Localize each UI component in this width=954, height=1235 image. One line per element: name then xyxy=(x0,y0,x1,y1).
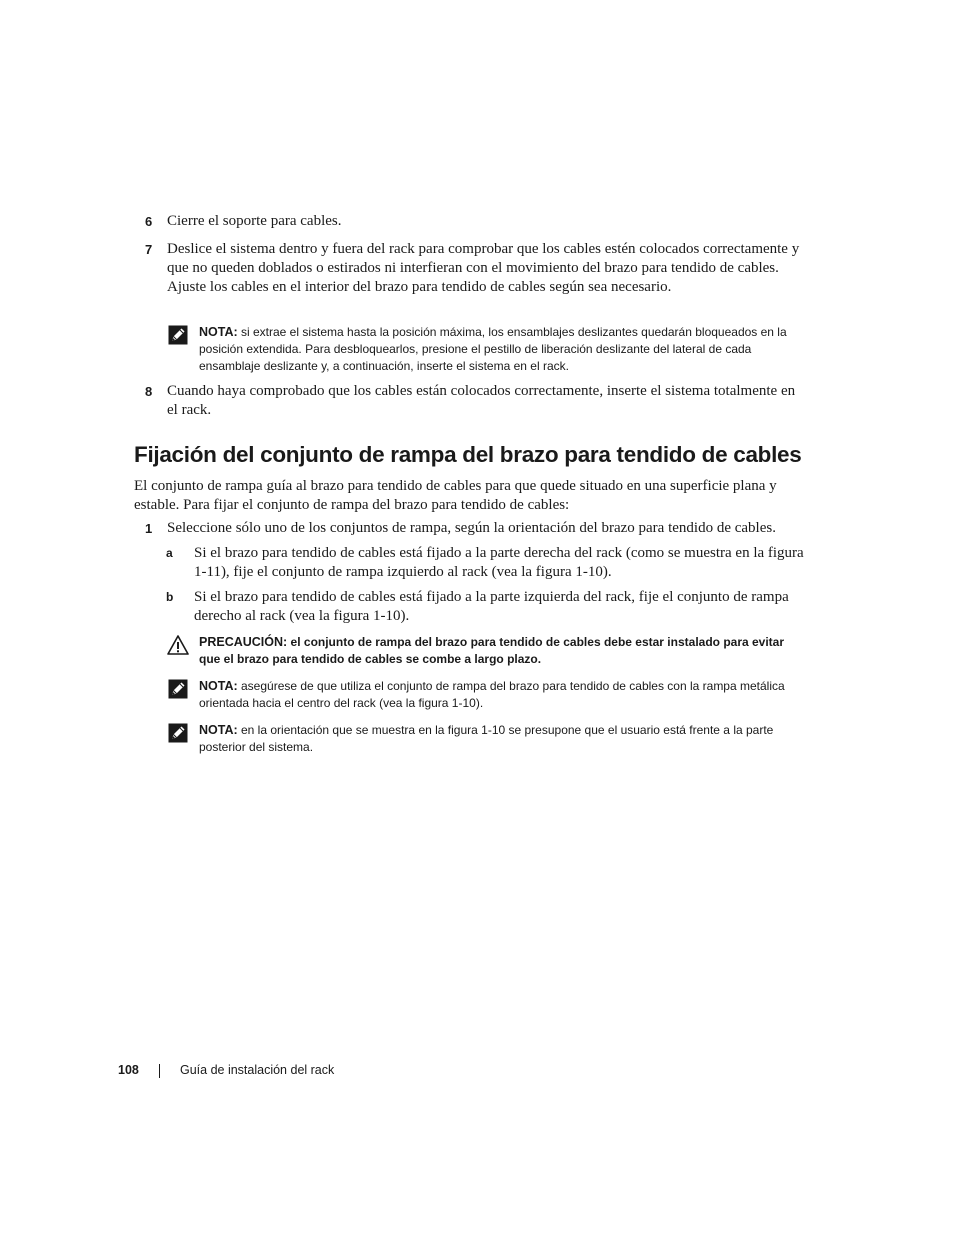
caution-label: PRECAUCIÓN: xyxy=(199,635,288,649)
step-text: Seleccione sólo uno de los conjuntos de rampa, según la orientación del brazo para tendido de cables. xyxy=(167,520,776,536)
warning-triangle-icon xyxy=(167,635,189,655)
caution-text: el conjunto de rampa del brazo para tendido de cables debe estar instalado para evitar que el brazo para tendido de cables se combe a largo plazo. xyxy=(199,635,785,666)
caution-ramp xyxy=(168,634,808,668)
pencil-note-icon xyxy=(168,325,188,345)
footer-separator xyxy=(159,1064,160,1078)
step-number: 1 xyxy=(145,521,153,536)
pencil-note-icon xyxy=(168,679,188,699)
step-7 xyxy=(145,240,810,297)
step-8 xyxy=(145,382,810,420)
note-body xyxy=(199,324,805,375)
pencil-note-icon xyxy=(168,723,188,743)
note-figure-orientation xyxy=(168,722,808,756)
note-body xyxy=(199,722,805,756)
note-slide-lock xyxy=(168,324,808,375)
section-heading: Fijación del conjunto de rampa del brazo para tendido de cables xyxy=(134,442,802,467)
note-label: NOTA: xyxy=(199,325,238,339)
substep-letter: b xyxy=(166,590,174,604)
note-text: asegúrese de que utiliza el conjunto de rampa del brazo para tendido de cables con la rampa metálica orientada hacia el centro del rack (vea la figura 1-10). xyxy=(199,679,785,710)
step-1 xyxy=(145,519,810,538)
intro-paragraph: El conjunto de rampa guía al brazo para tendido de cables para que quede situado en una superficie plana y estable. Para fijar el conjunto de rampa del brazo para tendido de cables: xyxy=(134,478,777,513)
note-body xyxy=(199,678,805,712)
substep-b xyxy=(166,588,811,626)
note-ramp-orientation xyxy=(168,678,808,712)
caution-body xyxy=(199,634,805,668)
step-text: Cierre el soporte para cables. xyxy=(167,213,342,229)
page-number: 108 xyxy=(118,1063,139,1077)
step-number: 8 xyxy=(145,384,153,399)
substep-text: Si el brazo para tendido de cables está fijado a la parte derecha del rack (como se muestra en la figura 1-11), fije el conjunto de rampa izquierdo al rack (vea la figura 1-10). xyxy=(194,545,804,580)
note-text: si extrae el sistema hasta la posición máxima, los ensamblajes deslizantes quedarán bloqueados en la posición extendida. Para desbloquearlos, presione el pestillo de liberación deslizante del lateral de cada ensamblaje deslizante y, a continuación, inserte el sistema en el rack. xyxy=(199,325,787,373)
substep-a xyxy=(166,544,811,582)
note-label: NOTA: xyxy=(199,679,238,693)
step-number: 6 xyxy=(145,214,153,229)
note-label: NOTA: xyxy=(199,723,238,737)
note-text: en la orientación que se muestra en la figura 1-10 se presupone que el usuario está frente a la parte posterior del sistema. xyxy=(199,723,774,754)
step-text: Deslice el sistema dentro y fuera del rack para comprobar que los cables estén colocados correctamente y que no queden doblados o estirados ni interfieran con el movimiento del brazo para tendido de cables. Ajuste los cables en el interior del brazo para tendido de cables según sea necesario. xyxy=(167,241,800,295)
substep-letter: a xyxy=(166,546,173,560)
step-number: 7 xyxy=(145,242,153,257)
step-6 xyxy=(145,212,810,231)
footer-title: Guía de instalación del rack xyxy=(180,1063,335,1077)
substep-text: Si el brazo para tendido de cables está fijado a la parte izquierda del rack, fije el conjunto de rampa derecho al rack (vea la figura 1-10). xyxy=(194,589,789,624)
step-text: Cuando haya comprobado que los cables están colocados correctamente, inserte el sistema totalmente en el rack. xyxy=(167,383,796,418)
